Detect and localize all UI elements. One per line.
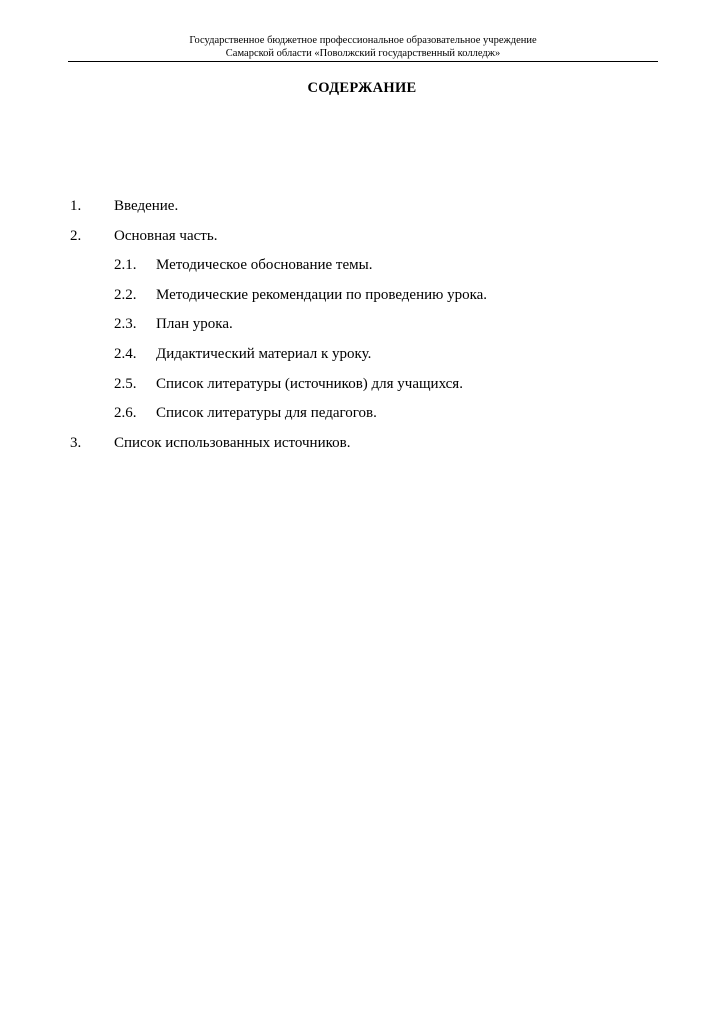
toc-item-number: 2.1.	[114, 257, 137, 274]
header-divider	[68, 61, 658, 62]
toc-item-number: 2.4.	[114, 346, 137, 362]
toc-item-number: 2.2.	[114, 286, 137, 303]
toc-item-text: Список литературы (источников) для учащихся.	[156, 375, 463, 392]
page-title: СОДЕРЖАНИЕ	[307, 80, 417, 96]
toc-item-text: План урока.	[156, 316, 233, 333]
toc-item-number: 2.5.	[114, 375, 137, 392]
toc-item-text: Основная часть.	[114, 227, 218, 244]
toc-item-text: Методическое обоснование темы.	[156, 257, 373, 274]
toc-item-text: Методические рекомендации по проведению урока.	[156, 286, 488, 303]
toc-item-text: Введение.	[114, 198, 179, 214]
toc-item-number: 3.	[70, 434, 82, 451]
toc-item-number: 2.6.	[114, 405, 137, 422]
toc-item-text: Дидактический материал к уроку.	[156, 346, 372, 362]
toc-item-text: Список литературы для педагогов.	[156, 405, 377, 422]
toc-item-number: 1.	[70, 198, 82, 214]
header-line-1: Государственное бюджетное профессиональное образовательное учреждение	[189, 35, 537, 46]
header-line-2: Самарской области «Поволжский государственный колледж»	[225, 48, 501, 59]
institution-header	[68, 34, 658, 60]
toc-item-number: 2.3.	[114, 316, 137, 333]
toc-item-number: 2.	[70, 227, 82, 244]
toc-item-text: Список использованных источников.	[114, 434, 351, 451]
